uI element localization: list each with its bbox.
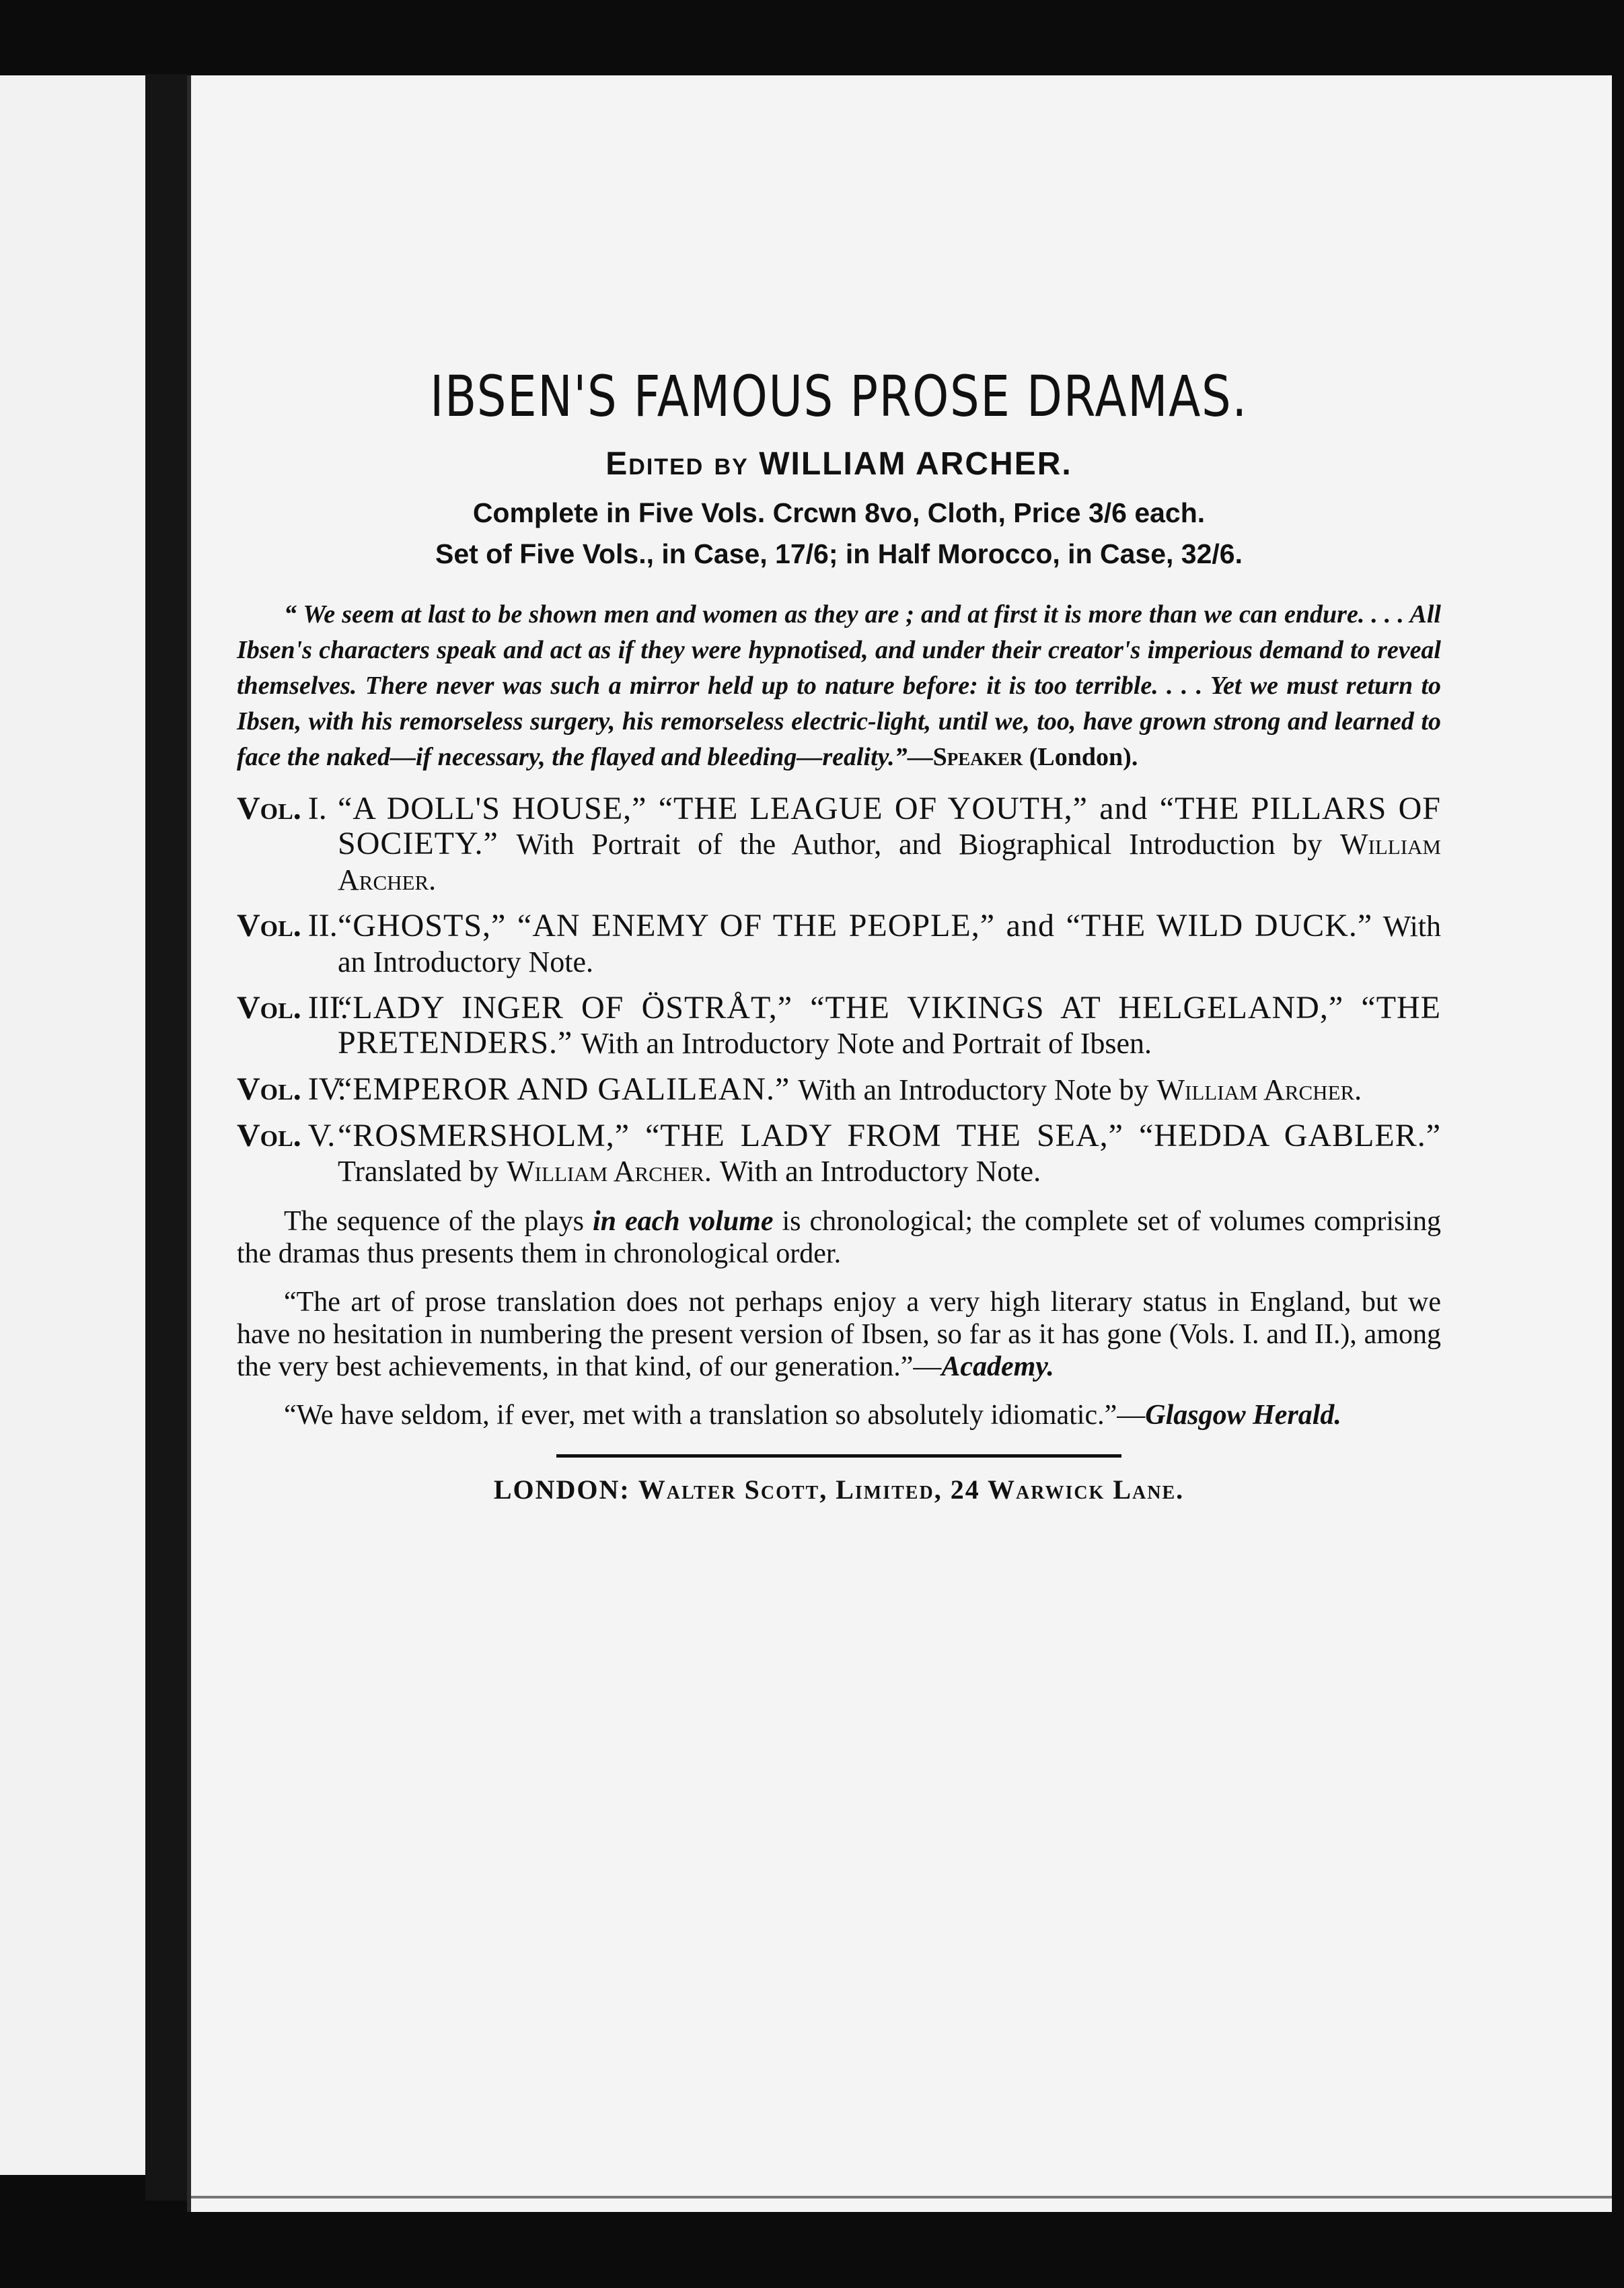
volume-entry — [237, 908, 1441, 980]
volume-credit: William Archer. — [507, 1155, 712, 1188]
volume-credit: William Archer. — [1156, 1073, 1362, 1106]
volume-entry — [237, 1072, 1441, 1108]
editor-name: WILLIAM ARCHER. — [759, 446, 1072, 482]
academy-quote-text: “The art of prose translation does not perhaps enjoy a very high literary status in England, but we have no hesitation in numbering the present version of Ibsen, so far as it has gone (Vols. I. and II.), among the very best achievements, in that kind, of our generation.”— — [237, 1287, 1441, 1382]
volume-contents — [338, 991, 1441, 1061]
volume-description-after: With an Introductory Note. — [719, 1155, 1041, 1188]
volume-numeral: IV. — [307, 1071, 346, 1107]
volume-numeral: III. — [307, 990, 348, 1026]
academy-review-quote — [237, 1286, 1441, 1383]
speaker-review-quote — [237, 597, 1441, 775]
volume-contents — [338, 791, 1441, 898]
divider-rule — [556, 1454, 1121, 1458]
volume-plays: “ROSMERSHOLM,” “THE LADY FROM THE SEA,” “HEDDA GABLER.” — [338, 1118, 1441, 1153]
volume-entry — [237, 1118, 1441, 1189]
volume-credit: William Archer. — [338, 828, 1441, 896]
volume-entry — [237, 991, 1441, 1061]
imprint-publisher: Walter Scott, Limited, 24 Warwick Lane. — [638, 1474, 1185, 1505]
glasgow-quote-text: “We have seldom, if ever, met with a translation so absolutely idiomatic.”— — [284, 1400, 1146, 1431]
volume-contents — [338, 1072, 1441, 1108]
sequence-note-emphasis: in each volume — [592, 1206, 774, 1237]
sequence-note-after: is chronological; the complete set of volumes comprising the dramas thus presents them in chronological order. — [237, 1206, 1442, 1269]
glasgow-quote-source: Glasgow Herald. — [1145, 1400, 1341, 1431]
publisher-imprint — [237, 1474, 1441, 1505]
book-spine — [145, 74, 187, 2201]
volume-description: Translated by — [338, 1155, 499, 1188]
volume-plays: “GHOSTS,” “AN ENEMY OF THE PEOPLE,” and “THE WILD DUCK.” — [338, 908, 1373, 943]
speaker-quote-place: (London). — [1029, 743, 1138, 771]
academy-quote-source: Academy. — [941, 1351, 1054, 1382]
editor-line — [237, 445, 1441, 482]
imprint-city: LONDON: — [493, 1474, 630, 1505]
volume-plays: “EMPEROR AND GALILEAN.” — [338, 1071, 790, 1107]
volume-label: Vol. — [237, 1118, 301, 1153]
volume-description: With an Introductory Note. — [338, 910, 1442, 978]
sequence-note — [237, 1205, 1441, 1270]
glasgow-review-quote — [237, 1399, 1441, 1431]
speaker-quote-text: “ We seem at last to be shown men and women as they are ; and at first it is more than we can endure. . . . All Ibsen's characters speak and act as if they were hypnotised, and under their creator's imperious demand to reveal themselves. There never was such a mirror held up to nature before: it is too terrible. . . . Yet we must return to Ibsen, with his remorseless surgery, his remorseless electric-light, until we, too, have grown strong and learned to face the naked—if necessary, the flayed and bleeding—reality.” — [237, 600, 1441, 771]
volume-entry — [237, 791, 1441, 898]
adjacent-page-edge — [0, 75, 145, 2175]
volume-description: With Portrait of the Author, and Biographical Introduction by — [516, 828, 1323, 861]
volume-numeral: I. — [307, 791, 327, 826]
volume-label: Vol. — [237, 1071, 301, 1107]
sequence-note-before: The sequence of the plays — [284, 1206, 584, 1237]
price-line-set: Set of Five Vols., in Case, 17/6; in Half Morocco, in Case, 32/6. — [435, 538, 1243, 569]
volume-plays: “LADY INGER OF ÖSTRÅT,” “THE VIKINGS AT HELGELAND,” “THE PRETENDERS.” — [338, 990, 1441, 1061]
edited-by-prefix: Edited by — [605, 446, 749, 482]
volume-label: Vol. — [237, 990, 301, 1026]
speaker-quote-source: —Speaker — [907, 743, 1023, 771]
volume-description: With an Introductory Note by — [798, 1073, 1149, 1106]
page-title: IBSEN'S FAMOUS PROSE DRAMAS. — [430, 363, 1248, 429]
volume-plays: “A DOLL'S HOUSE,” “THE LEAGUE OF YOUTH,” and “THE PILLARS OF SOCIETY.” — [338, 791, 1441, 861]
volume-contents — [338, 1118, 1441, 1189]
volume-label: Vol. — [237, 791, 301, 826]
volume-contents — [338, 908, 1441, 980]
price-line-cloth: Complete in Five Vols. Crcwn 8vo, Cloth, Price 3/6 each. — [472, 497, 1206, 528]
volume-label: Vol. — [237, 908, 301, 943]
volume-numeral: V. — [307, 1118, 336, 1153]
volume-description: With an Introductory Note and Portrait of Ibsen. — [581, 1027, 1152, 1060]
volume-numeral: II. — [307, 908, 338, 943]
page-content — [237, 363, 1441, 1505]
